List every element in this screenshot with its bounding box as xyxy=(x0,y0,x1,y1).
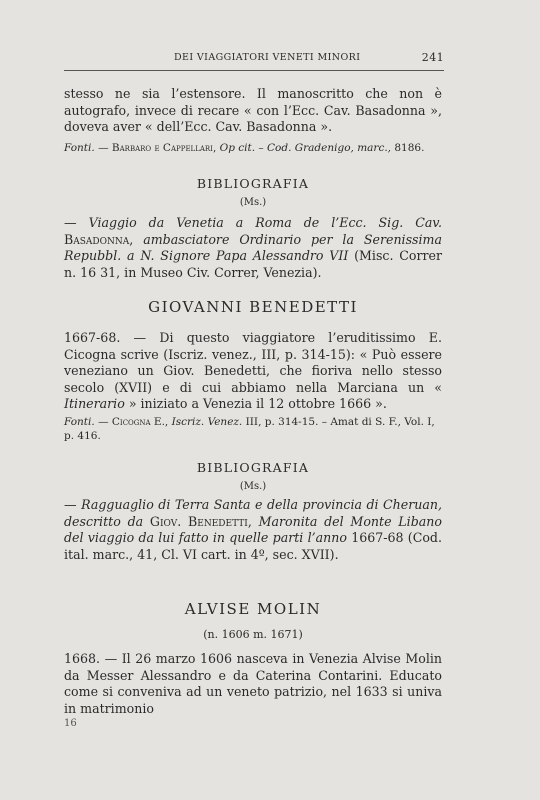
fonti-authors: — Barbaro e Cappellari, xyxy=(98,142,217,154)
fonti-ref: Op cit. – Cod. Gradenigo, marc., xyxy=(219,142,391,154)
page-number: 241 xyxy=(421,51,444,64)
bib-entry-2 xyxy=(64,497,442,563)
life-dates: (n. 1606 m. 1671) xyxy=(203,628,303,641)
fonti-1 xyxy=(64,141,442,155)
para-text-end: » iniziato a Venezia il 12 ottobre 1666 ». xyxy=(128,396,387,411)
paragraph-molin: 1668. — Il 26 marzo 1606 nasceva in Venezia Alvise Molin da Messer Alessandro e da Caterina Contarini. Educato come si conveniva ad un veneto patrizio, nel 1633 si univa in matrimonio xyxy=(64,651,442,716)
bib-author: Basadonna, xyxy=(64,231,134,247)
bib-author: Giov. Benedetti, xyxy=(149,513,252,529)
bib-location: 1667-68 (Cod. ital. marc., 41, Cl. VI cart. in 4º, sec. XVII). xyxy=(64,530,442,562)
paragraph-intro: stesso ne sia l’estensore. Il manoscritto che non è autografo, invece di recare « con l’Ecc. Cav. Basadonna », doveva aver « dell’Ecc. Cav. Basadonna ». xyxy=(64,86,442,134)
bibliografia-heading-1: BIBLIOGRAFIA xyxy=(196,176,310,191)
fonti-ref: Iscriz. Venez. xyxy=(171,416,243,428)
itinerario-title: Itinerario xyxy=(64,396,125,411)
fonti-rest: III, p. 314-15. – Amat di S. F., Vol. I, p. 416. xyxy=(64,416,435,442)
bib-location: (Misc. Correr n. 16 31, in Museo Civ. Correr, Venezia). xyxy=(64,248,442,280)
ms-label-2: (Ms.) xyxy=(239,481,267,492)
bibliografia-heading-2: BIBLIOGRAFIA xyxy=(196,460,310,475)
ms-label-1: (Ms.) xyxy=(239,197,267,208)
fonti-2 xyxy=(64,415,442,443)
fonti-label: Fonti. xyxy=(64,142,95,154)
bib-title-part2: Maronita del Monte Libano del viaggio da lui fatto in quelle parti l’anno xyxy=(64,513,442,545)
section-heading-alvise-molin: ALVISE MOLIN xyxy=(184,600,322,618)
header-rule xyxy=(64,70,444,71)
fonti-author: — Cicogna E., xyxy=(98,416,169,428)
bib-title-part1: — Ragguaglio di Terra Santa e della provincia di Cheruan, descritto da xyxy=(64,497,442,529)
signature-mark: 16 xyxy=(64,718,77,729)
bib-entry-1 xyxy=(64,215,442,281)
fonti-num: 8186. xyxy=(394,142,425,154)
section-heading-giovanni-benedetti: GIOVANNI BENEDETTI xyxy=(148,298,358,316)
para-text: 1667-68. — Di questo viaggiatore l’eruditissimo E. Cicogna scrive (Iscriz. venez., III, p. 314-15): « Può essere veneziano un Giov. Benedetti, che fioriva nello stesso secolo (XVII) e di cui abbiamo nella Marciana un « xyxy=(64,330,442,395)
running-title: DEI VIAGGIATORI VENETI MINORI xyxy=(174,52,361,63)
fonti-label: Fonti. xyxy=(64,416,95,428)
bib-title-part1: — Viaggio da Venetia a Roma de l’Ecc. Sig. Cav. xyxy=(64,215,442,230)
bib-title-part2: ambasciatore Ordinario per la Serenissima Repubbl. a N. Signore Papa Alessandro VII xyxy=(64,231,442,263)
paragraph-benedetti xyxy=(64,330,442,413)
